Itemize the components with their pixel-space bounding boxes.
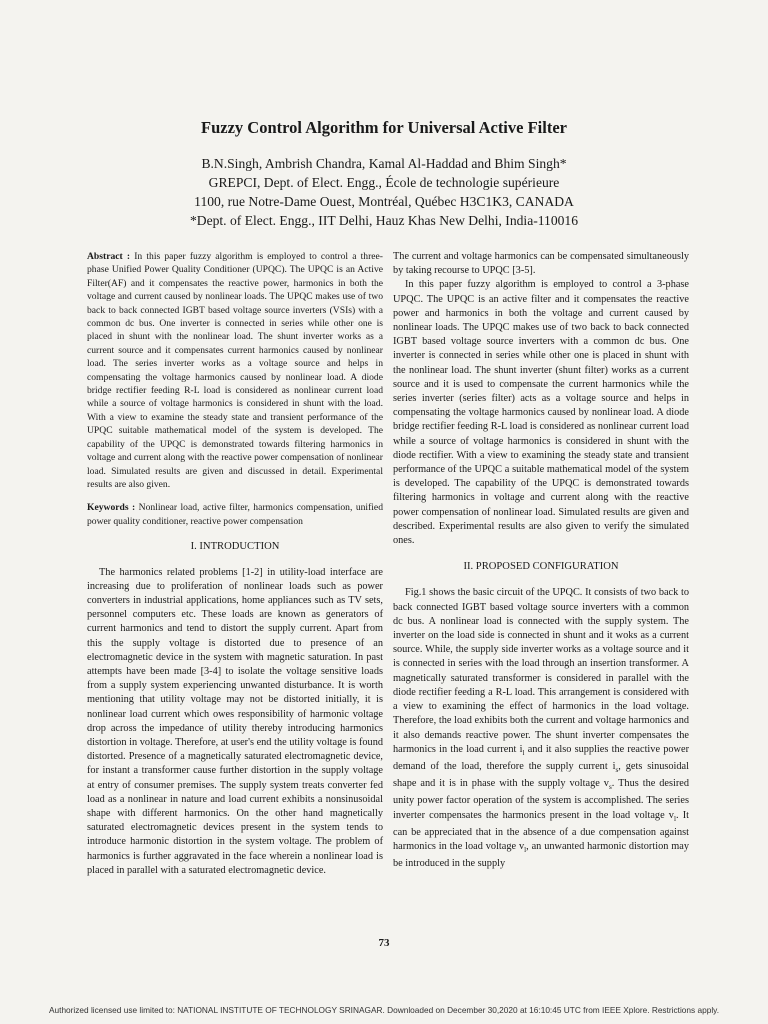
keywords-text: Nonlinear load, active filter, harmonics compensation, unified power quality conditioner, reactive power compensation: [87, 502, 383, 527]
text-run: Fig.1 shows the basic circuit of the UPQC. It consists of two back to back connected IGBT based voltage source inverters with a common dc bus. A nonlinear load is connected with the supply system. The inverter on the load side is connected in shunt and it woks as a current source. While, the supply side inverter works as a voltage source and it is connected in series with the load through an insertion transformer. A magnetically saturated transformer is considered in parallel with the diode rectifier feeding a R-L load. This arrangement is considered with a view to examining the effect of harmonics in the load voltage. Therefore, the load exhibits both the current and voltage harmonics and it also demands reactive power. The shunt inverter compensates the harmonics in the load current i: [393, 587, 689, 755]
paper-title: Fuzzy Control Algorithm for Universal Active Filter: [201, 118, 567, 137]
text-run: . It can be appreciated that in the absence of a due compensation against harmonics in the load voltage v: [393, 809, 689, 853]
affiliation-2: *Dept. of Elect. Engg., IIT Delhi, Hauz Khas New Delhi, India-110016: [189, 213, 579, 228]
page-number: 73: [378, 937, 390, 949]
subscript: s: [608, 783, 612, 792]
intro-paragraph-1: The harmonics related problems [1-2] in utility-load interface are increasing due to proliferation of nonlinear loads such as power converters in industrial applications, home appliances such as TV sets, personnel computers etc. These loads are known as generators of current harmonics and tend to distort the supply current. Apart from this the supply voltage is distorted due to presence of an electromagnetic device in the system with magnetic saturation. In past attempts have been made [3-4] to isolate the voltage sensitive loads from a supply system experiencing unwanted disturbance. It is worth mentioning that utility voltage may not be distorted initially, it is nonlinear load current which owes responsibility of harmonic voltage drop across the impedance of utility thereby introducing harmonics distortion in voltage. Therefore, at user's end the utility voltage is found distorted. Presence of a magnetically saturated electromagnetic device, for instant a transformer cause further distortion in the supply voltage at entry of consumer premises. The supply system treats converter fed load as a nonlinear in nature and load current exhibits a nonsinusoidal shape with different harmonics. On the other hand magnetically saturated electromagnetic devices present in the system tends to introduce harmonic distortion in the system voltage. The problem of harmonics is further aggravated in the face wherein a nonlinear load is placed in parallel with a saturated electromagnetic device.: [87, 566, 383, 876]
text-run: , an unwanted harmonic distortion may be introduced in the supply: [393, 841, 689, 870]
text-run: and it also supplies the reactive power demand of the load, therefore the supply current i: [393, 743, 689, 772]
left-column: [87, 250, 383, 878]
subscript: s: [615, 766, 619, 774]
subscript: l: [522, 748, 525, 757]
author-names: B.N.Singh, Ambrish Chandra, Kamal Al-Haddad and Bhim Singh*: [201, 156, 567, 171]
keywords: [87, 501, 383, 528]
right-column: [393, 250, 689, 872]
address: 1100, rue Notre-Dame Ouest, Montréal, Québec H3C1K3, CANADA: [194, 194, 574, 209]
subscript: l: [673, 814, 676, 823]
text-run: . Thus the desired unity power factor operation of the system is accomplished. The series inverter compensates the harmonics present in the load voltage v: [393, 778, 689, 821]
section-heading-introduction: I. INTRODUCTION: [190, 541, 280, 553]
abstract-text: In this paper fuzzy algorithm is employed to control a three-phase Unified Power Quality Conditioner (UPQC). The UPQC is an Active Filter(AF) and it compensates the reactive power, harmonics in both the voltage and current caused by nonlinear loads. The UPQC makes use of two back to back connected IGBT based voltage source inverters (VSIs) with a common dc bus. One inverter is connected in series while other one is placed in shunt with the nonlinear load. The shunt inverter works as a current source and it compensates current harmonics caused by nonlinear load. The series inverter works as a voltage source and helps in compensating the voltage harmonics caused by nonlinear load. A diode bridge rectifier feeding R-L load is considered as nonlinear current load while a source of voltage harmonics is considered in shunt with the load. With a view to examine the steady state and transient performance of the UPQC suitable mathematical model of the system is developed. The capability of the UPQC is demonstrated towards filtering harmonics in voltage and current along with the reactive power compensation of nonlinear load. Simulated results are given and discussed in detail. Experimental results are also given.: [87, 251, 384, 490]
section-heading-proposed-configuration: II. PROPOSED CONFIGURATION: [463, 561, 619, 573]
abstract: [87, 250, 383, 491]
text-run: , gets sinusoidal shape and it is in phase with the supply voltage v: [393, 760, 689, 790]
intro-paragraph-2: The current and voltage harmonics can be compensated simultaneously by taking recourse to UPQC [3-5].: [393, 251, 689, 277]
config-paragraph-1: [393, 586, 689, 871]
license-footer: Authorized licensed use limited to: NATIONAL INSTITUTE OF TECHNOLOGY SRINAGAR. Downloaded on December 30,2020 at 16:10:45 UTC from IEEE Xplore. Restrictions apply.: [48, 1005, 719, 1015]
abstract-label: Abstract :: [87, 251, 131, 262]
affiliation-1: GREPCI, Dept. of Elect. Engg., École de technologie supérieure: [208, 175, 560, 190]
intro-paragraph-3: In this paper fuzzy algorithm is employed to control a 3-phase UPQC. The UPQC is an active filter and it compensates the reactive power and harmonics in both the voltage and current caused by nonlinear loads. The UPQC makes use of two back to back connected IGBT based voltage source inverters with a common dc bus. One inverter is connected in series while other one is placed in shunt with the nonlinear load. The shunt inverter (shunt filter) works as a current source and it is used to compensate the current harmonics while the series inverter (series filter) acts as a voltage source and helps in compensating the voltage harmonics caused by nonlinear load. A diode bridge rectifier feeding R-L load is considered as nonlinear current load while a source of voltage harmonics is considered in shunt with the diode rectifier. With a view to examining the steady state and transient performance of the UPQC a suitable mathematical model of the system is developed. The capability of the UPQC is demonstrated towards filtering harmonics in voltage and current along with the reactive power compensation of nonlinear load. Simulated results are given and described. Experimental results are also given to verify the simulated ones.: [393, 279, 689, 547]
author-block: [0, 154, 768, 230]
keywords-label: Keywords :: [87, 502, 136, 514]
subscript: l: [524, 846, 527, 855]
